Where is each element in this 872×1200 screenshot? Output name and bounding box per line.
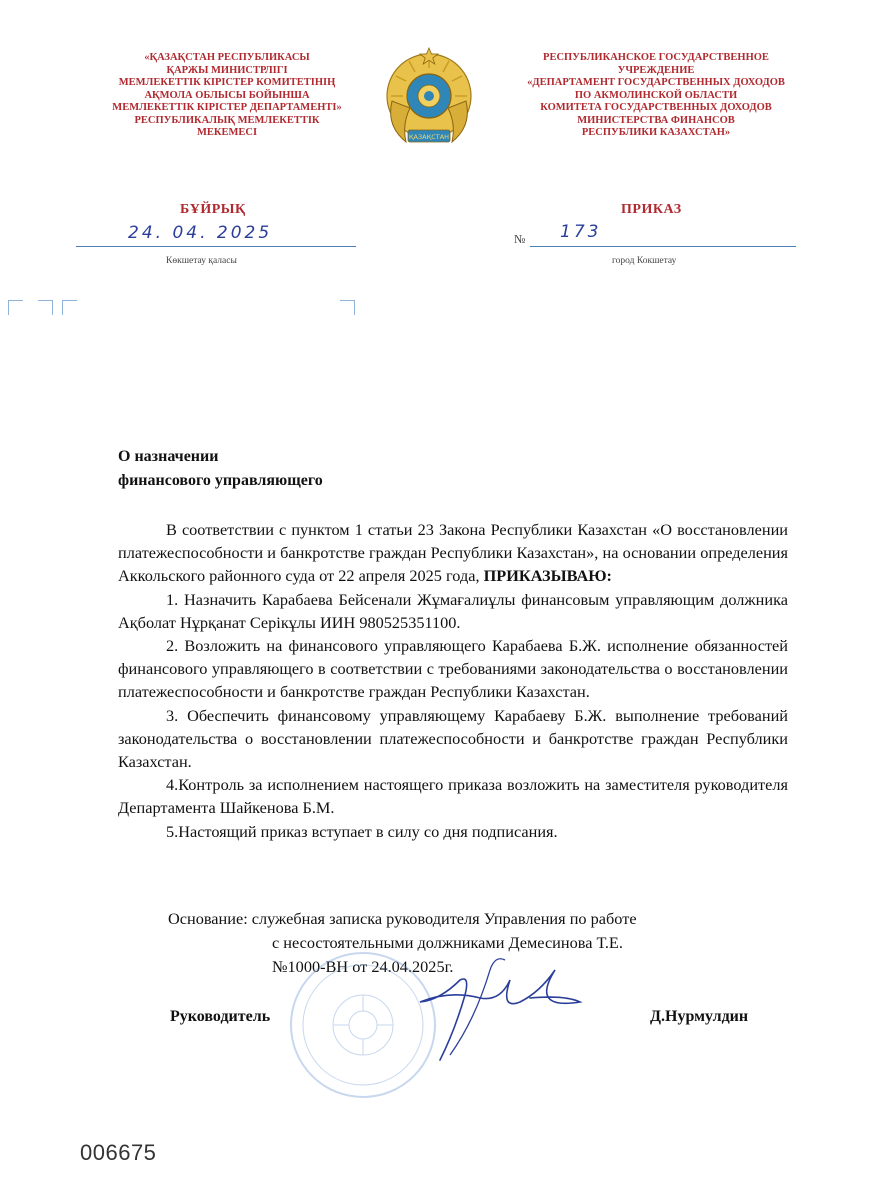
order-number: 173 (560, 222, 602, 242)
header-kz-line: ҚАРЖЫ МИНИСТРЛІГІ (166, 64, 288, 76)
order-body (118, 518, 788, 843)
header-ru-line: УЧРЕЖДЕНИЕ (617, 64, 695, 76)
number-underline (530, 246, 796, 247)
intro-paragraph (118, 518, 788, 588)
header-ru-line: РЕСПУБЛИКАНСКОЕ ГОСУДАРСТВЕННОЕ (543, 52, 769, 63)
header-ru-line: ПО АКМОЛИНСКОЙ ОБЛАСТИ (574, 89, 738, 101)
order-date: 24. 04. 2025 (128, 223, 273, 243)
header-kz (82, 52, 372, 140)
header-kz-line: РЕСПУБЛИКАЛЫҚ МЕМЛЕКЕТТІК (134, 114, 320, 126)
corner-mark (38, 300, 53, 315)
order-item: 1. Назначить Карабаева Бейсенали Жұмағалиұлы финансовым управляющим должника Ақболат Нұрқанат Серікұлы ИИН 980525351100. (118, 589, 788, 632)
signatory-title: Руководитель (170, 1008, 271, 1025)
header-ru (506, 52, 806, 140)
subject-line: финансового управляющего (118, 472, 323, 489)
number-sign: № (514, 232, 526, 246)
basis-line: Основание: служебная записка руководителя Управления по работе (168, 909, 637, 928)
corner-mark (340, 300, 355, 315)
registration-number: 006675 (80, 1140, 157, 1165)
city-ru: город Кокшетау (612, 256, 677, 266)
corner-mark (62, 300, 77, 315)
signatory-name: Д.Нурмулдин (650, 1008, 749, 1025)
emblem-ribbon-text: ҚАЗАҚСТАН (408, 133, 450, 141)
header-ru-line: МИНИСТЕРСТВА ФИНАНСОВ (577, 114, 735, 126)
header-kz-line: АҚМОЛА ОБЛЫСЫ БОЙЫНША (144, 89, 310, 101)
subject-line: О назначении (118, 448, 219, 465)
order-item: 5.Настоящий приказ вступает в силу со дня подписания. (166, 821, 558, 841)
corner-mark (8, 300, 23, 315)
state-emblem-icon (384, 46, 474, 156)
header-kz-line: «ҚАЗАҚСТАН РЕСПУБЛИКАСЫ (144, 52, 310, 63)
intro-text: В соответствии с пунктом 1 статьи 23 Закона Республики Казахстан «О восстановлении платежеспособности и банкротстве граждан Республики Казахстан», на основании определения Аккольского районного суда от 22 апреля 2025 года, (118, 520, 788, 586)
city-kz: Көкшетау қаласы (166, 256, 237, 266)
header-kz-line: МЕКЕМЕСІ (196, 127, 258, 138)
order-item: 2. Возложить на финансового управляющего Карабаева Б.Ж. исполнение обязанностей финансового управляющего в соответствии с требованиями законодательства о восстановлении платежеспособности и банкротстве граждан Республики Казахстан. (118, 636, 788, 702)
header-ru-line: КОМИТЕТА ГОСУДАРСТВЕННЫХ ДОХОДОВ (540, 102, 772, 113)
basis-line: №1000-ВН от 24.04.2025г. (272, 957, 454, 976)
order-kind-kz: БҰЙРЫҚ (180, 202, 246, 217)
header-kz-line: МЕМЛЕКЕТТІК КІРІСТЕР КОМИТЕТІНІҢ (118, 77, 336, 88)
order-item: 3. Обеспечить финансовому управляющему Карабаеву Б.Ж. выполнение требований законодательства о восстановлении платежеспособности и банкротстве граждан Республики Казахстан. (118, 705, 788, 772)
header-kz-line: МЕМЛЕКЕТТІК КІРІСТЕР ДЕПАРТАМЕНТІ» (112, 102, 342, 113)
order-item: 4.Контроль за исполнением настоящего приказа возложить на заместителя руководителя Департамента Шайкенова Б.М. (118, 775, 788, 818)
header-ru-line: «ДЕПАРТАМЕНТ ГОСУДАРСТВЕННЫХ ДОХОДОВ (527, 77, 785, 88)
handwritten-signature (380, 940, 590, 1070)
date-underline (76, 246, 356, 247)
order-command: ПРИКАЗЫВАЮ: (483, 566, 612, 586)
header-ru-line: РЕСПУБЛИКИ КАЗАХСТАН» (581, 127, 731, 138)
basis-line: с несостоятельными должниками Демесинова Т.Е. (272, 933, 623, 952)
subject (118, 445, 323, 493)
order-kind-ru: ПРИКАЗ (621, 202, 682, 217)
